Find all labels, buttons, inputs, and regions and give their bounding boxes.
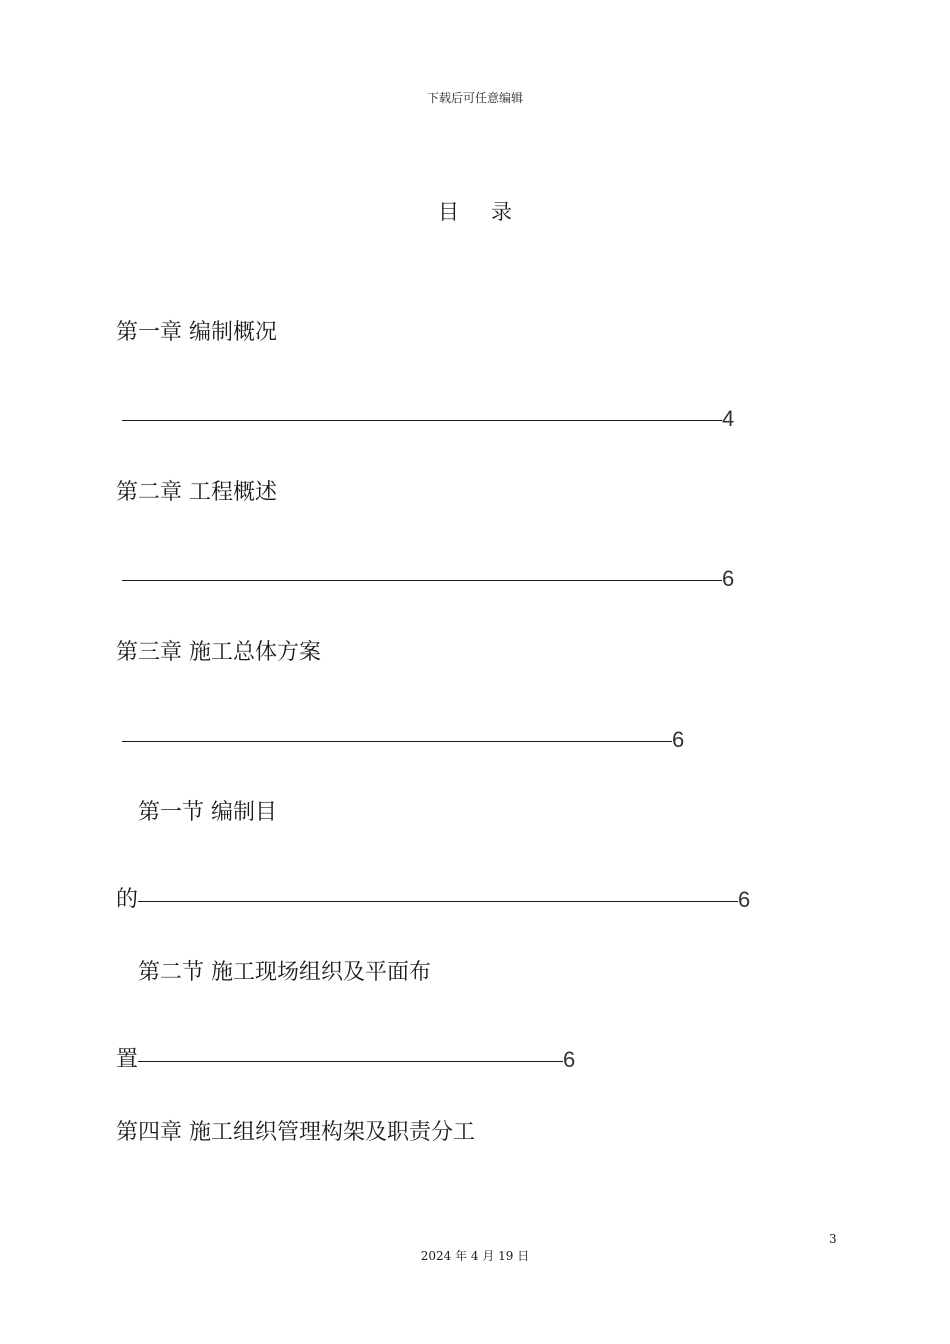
dotted-leader bbox=[122, 580, 722, 581]
toc-entry-label: 第二节 施工现场组织及平面布 bbox=[138, 960, 431, 985]
toc-title-right: 录 bbox=[491, 200, 512, 224]
toc-title-left: 目 bbox=[438, 200, 459, 224]
toc-page-number: 6 bbox=[672, 727, 685, 752]
page-number: 3 bbox=[829, 1232, 837, 1246]
toc-entry-label: 第一章 编制概况 bbox=[116, 320, 277, 345]
footer-date: 2024 年 4 月 19 日 bbox=[420, 1249, 530, 1263]
toc-title bbox=[0, 196, 950, 226]
dotted-leader bbox=[138, 1061, 563, 1062]
toc-entry-label-continuation: 置 bbox=[116, 1047, 139, 1072]
toc-entry-label: 第一节 编制目 bbox=[138, 800, 277, 825]
toc-entry-leader bbox=[122, 404, 734, 434]
toc-entry-label-continuation: 的 bbox=[116, 887, 139, 912]
dotted-leader bbox=[122, 741, 672, 742]
dotted-leader bbox=[122, 420, 722, 421]
page-header: 下载后可任意编辑 bbox=[426, 91, 523, 105]
toc-entry-leader bbox=[122, 725, 684, 755]
dotted-leader bbox=[138, 901, 738, 902]
toc-entry-label: 第二章 工程概述 bbox=[116, 480, 277, 505]
toc-page-number: 4 bbox=[722, 406, 735, 431]
toc-entry-leader bbox=[122, 564, 734, 594]
toc-entry-leader bbox=[116, 885, 750, 915]
toc-page-number: 6 bbox=[563, 1047, 576, 1072]
toc-entry-label: 第四章 施工组织管理构架及职责分工 bbox=[116, 1120, 475, 1145]
toc-entry-label: 第三章 施工总体方案 bbox=[116, 640, 321, 665]
toc-entry-leader bbox=[116, 1045, 575, 1075]
toc-page-number: 6 bbox=[722, 566, 735, 591]
toc-page-number: 6 bbox=[738, 887, 751, 912]
